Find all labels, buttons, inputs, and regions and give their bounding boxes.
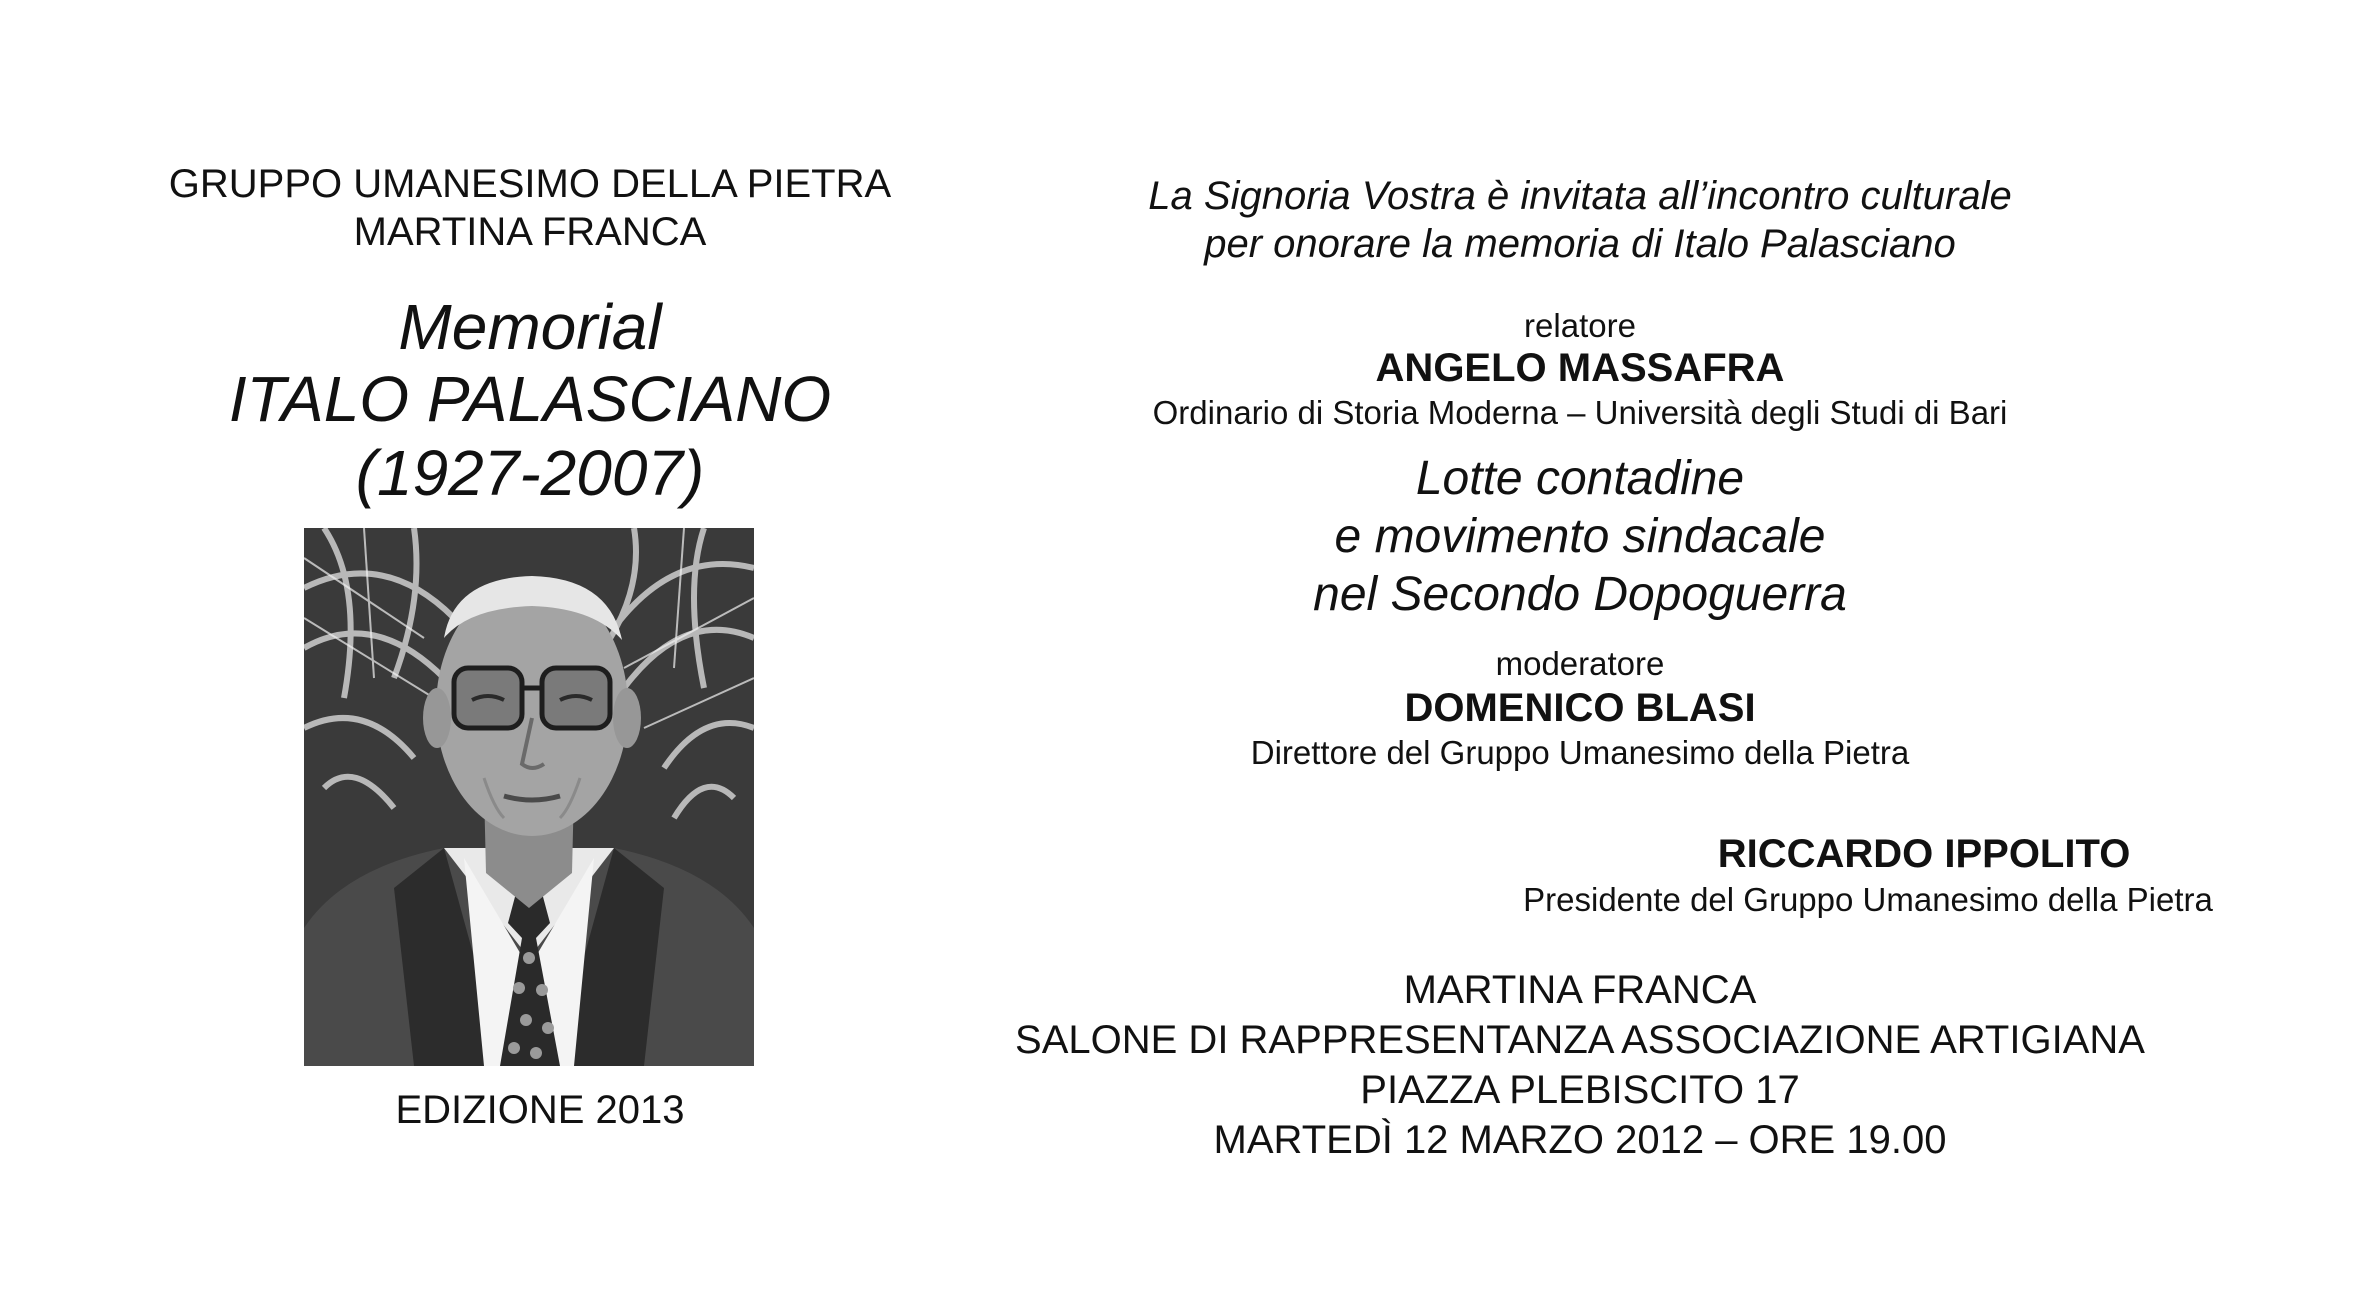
left-column	[0, 0, 1060, 1300]
moderator-role: moderatore	[1495, 645, 1665, 682]
venue-address: PIAZZA PLEBISCITO 17	[1360, 1068, 1800, 1112]
topic-line-1: Lotte contadine	[1415, 452, 1745, 505]
speaker-role: relatore	[1524, 307, 1636, 344]
topic-line-2: e movimento sindacale	[1334, 510, 1826, 563]
memorial-years: (1927-2007)	[355, 437, 705, 509]
venue-hall: SALONE DI RAPPRESENTANZA ASSOCIAZIONE ARTIGIANA	[1015, 1018, 2145, 1062]
topic-line-3: nel Secondo Dopoguerra	[1313, 568, 1847, 621]
event-date-time: MARTEDÌ 12 MARZO 2012 – ORE 19.00	[1213, 1118, 1947, 1162]
venue-city: MARTINA FRANCA	[1403, 968, 1757, 1012]
moderator-affiliation: Direttore del Gruppo Umanesimo della Pietra	[1250, 734, 1910, 771]
memorial-honoree: ITALO PALASCIANO	[228, 363, 832, 435]
president-name: RICCARDO IPPOLITO	[1717, 832, 2131, 876]
president-affiliation: Presidente del Gruppo Umanesimo della Pietra	[1523, 881, 2213, 918]
portrait-photo	[304, 528, 754, 1066]
edition-label: EDIZIONE 2013	[395, 1088, 685, 1132]
invitation-line-1: La Signoria Vostra è invitata all’incontro culturale	[1148, 174, 2012, 218]
invitation-line-2: per onorare la memoria di Italo Palasciano	[1204, 222, 1956, 266]
organization-city: MARTINA FRANCA	[353, 210, 707, 254]
organization-name: GRUPPO UMANESIMO DELLA PIETRA	[168, 162, 892, 206]
memorial-title: Memorial	[398, 291, 662, 363]
speaker-affiliation: Ordinario di Storia Moderna – Università degli Studi di Bari	[1152, 394, 2008, 431]
speaker-name: ANGELO MASSAFRA	[1375, 346, 1785, 390]
moderator-name: DOMENICO BLASI	[1404, 686, 1756, 730]
